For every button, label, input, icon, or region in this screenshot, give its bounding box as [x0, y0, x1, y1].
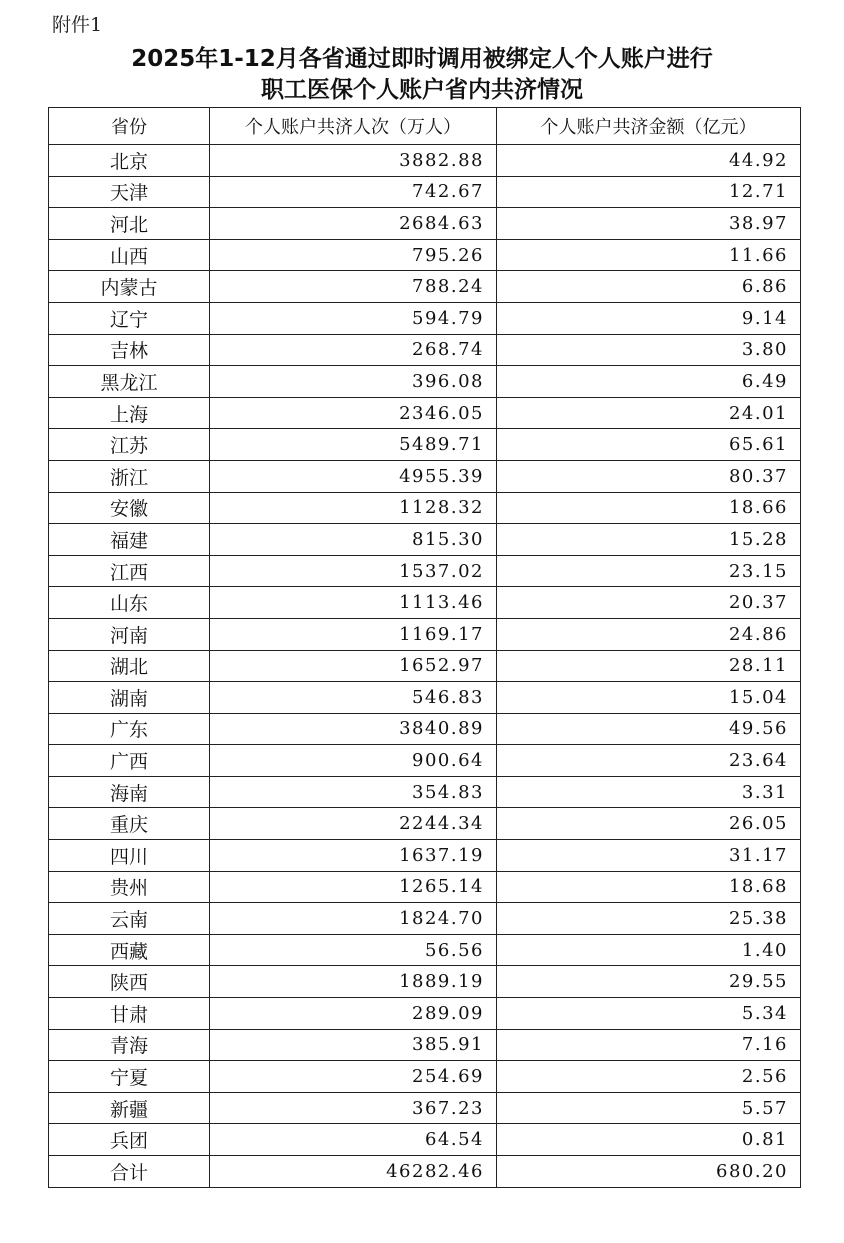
- count-cell: 4955.39: [210, 460, 497, 492]
- province-cell: 辽宁: [49, 302, 210, 334]
- total-row: [49, 1156, 801, 1188]
- table-row: [49, 934, 801, 966]
- count-cell: 268.74: [210, 334, 497, 366]
- province-cell: 内蒙古: [49, 271, 210, 303]
- province-cell: 兵团: [49, 1124, 210, 1156]
- province-cell: 吉林: [49, 334, 210, 366]
- count-cell: 254.69: [210, 1061, 497, 1093]
- table-row: [49, 397, 801, 429]
- table-row: [49, 745, 801, 777]
- amount-cell: 5.34: [497, 998, 801, 1030]
- province-cell: 新疆: [49, 1092, 210, 1124]
- province-cell: 山东: [49, 587, 210, 619]
- amount-cell: 44.92: [497, 145, 801, 177]
- count-cell: 788.24: [210, 271, 497, 303]
- amount-cell: 3.80: [497, 334, 801, 366]
- table-row: [49, 366, 801, 398]
- count-cell: 385.91: [210, 1029, 497, 1061]
- province-data-table: [48, 107, 801, 1188]
- amount-cell: 9.14: [497, 302, 801, 334]
- amount-cell: 6.86: [497, 271, 801, 303]
- amount-cell: 15.04: [497, 682, 801, 714]
- count-cell: 795.26: [210, 239, 497, 271]
- header-province: 省份: [49, 108, 210, 145]
- count-cell: 56.56: [210, 934, 497, 966]
- province-cell: 重庆: [49, 808, 210, 840]
- count-cell: 546.83: [210, 682, 497, 714]
- amount-cell: 29.55: [497, 966, 801, 998]
- count-cell: 1824.70: [210, 903, 497, 935]
- province-cell: 北京: [49, 145, 210, 177]
- amount-cell: 18.68: [497, 871, 801, 903]
- province-cell: 湖北: [49, 650, 210, 682]
- province-cell: 广东: [49, 713, 210, 745]
- count-cell: 900.64: [210, 745, 497, 777]
- province-cell: 广西: [49, 745, 210, 777]
- amount-cell: 65.61: [497, 429, 801, 461]
- amount-cell: 18.66: [497, 492, 801, 524]
- province-cell: 甘肃: [49, 998, 210, 1030]
- province-cell: 宁夏: [49, 1061, 210, 1093]
- amount-cell: 6.49: [497, 366, 801, 398]
- count-cell: 354.83: [210, 776, 497, 808]
- amount-cell: 12.71: [497, 176, 801, 208]
- table-row: [49, 239, 801, 271]
- table-row: [49, 808, 801, 840]
- count-cell: 2346.05: [210, 397, 497, 429]
- province-cell: 西藏: [49, 934, 210, 966]
- count-cell: 396.08: [210, 366, 497, 398]
- province-cell: 安徽: [49, 492, 210, 524]
- amount-cell: 0.81: [497, 1124, 801, 1156]
- province-cell: 青海: [49, 1029, 210, 1061]
- header-count: 个人账户共济人次（万人）: [210, 108, 497, 145]
- amount-cell: 2.56: [497, 1061, 801, 1093]
- amount-cell: 7.16: [497, 1029, 801, 1061]
- amount-cell: 5.57: [497, 1092, 801, 1124]
- table-row: [49, 208, 801, 240]
- table-row: [49, 1092, 801, 1124]
- header-amount: 个人账户共济金额（亿元）: [497, 108, 801, 145]
- table-row: [49, 145, 801, 177]
- count-cell: 1637.19: [210, 840, 497, 872]
- amount-cell: 38.97: [497, 208, 801, 240]
- province-cell: 四川: [49, 840, 210, 872]
- amount-cell: 24.86: [497, 618, 801, 650]
- count-cell: 64.54: [210, 1124, 497, 1156]
- count-cell: 815.30: [210, 524, 497, 556]
- amount-cell: 680.20: [497, 1156, 801, 1188]
- count-cell: 1113.46: [210, 587, 497, 619]
- count-cell: 2684.63: [210, 208, 497, 240]
- province-cell: 湖南: [49, 682, 210, 714]
- table-row: [49, 587, 801, 619]
- count-cell: 1169.17: [210, 618, 497, 650]
- province-cell: 福建: [49, 524, 210, 556]
- count-cell: 3840.89: [210, 713, 497, 745]
- amount-cell: 49.56: [497, 713, 801, 745]
- count-cell: 1128.32: [210, 492, 497, 524]
- table-row: [49, 460, 801, 492]
- count-cell: 5489.71: [210, 429, 497, 461]
- province-cell: 江苏: [49, 429, 210, 461]
- table-row: [49, 998, 801, 1030]
- province-cell: 河北: [49, 208, 210, 240]
- amount-cell: 1.40: [497, 934, 801, 966]
- province-cell: 贵州: [49, 871, 210, 903]
- count-cell: 1537.02: [210, 555, 497, 587]
- table-row: [49, 1124, 801, 1156]
- province-cell: 山西: [49, 239, 210, 271]
- province-cell: 浙江: [49, 460, 210, 492]
- province-cell: 海南: [49, 776, 210, 808]
- table-row: [49, 429, 801, 461]
- count-cell: 742.67: [210, 176, 497, 208]
- count-cell: 46282.46: [210, 1156, 497, 1188]
- count-cell: 289.09: [210, 998, 497, 1030]
- table-row: [49, 524, 801, 556]
- amount-cell: 31.17: [497, 840, 801, 872]
- table-row: [49, 903, 801, 935]
- count-cell: 367.23: [210, 1092, 497, 1124]
- amount-cell: 20.37: [497, 587, 801, 619]
- table-row: [49, 776, 801, 808]
- amount-cell: 23.64: [497, 745, 801, 777]
- table-row: [49, 271, 801, 303]
- table-row: [49, 492, 801, 524]
- amount-cell: 24.01: [497, 397, 801, 429]
- table-header-row: [49, 108, 801, 145]
- province-cell: 江西: [49, 555, 210, 587]
- amount-cell: 3.31: [497, 776, 801, 808]
- amount-cell: 80.37: [497, 460, 801, 492]
- table-row: [49, 713, 801, 745]
- table-row: [49, 871, 801, 903]
- amount-cell: 23.15: [497, 555, 801, 587]
- province-cell: 黑龙江: [49, 366, 210, 398]
- province-cell: 天津: [49, 176, 210, 208]
- count-cell: 3882.88: [210, 145, 497, 177]
- table-row: [49, 650, 801, 682]
- table-row: [49, 618, 801, 650]
- table-row: [49, 840, 801, 872]
- count-cell: 1265.14: [210, 871, 497, 903]
- count-cell: 2244.34: [210, 808, 497, 840]
- province-cell: 合计: [49, 1156, 210, 1188]
- amount-cell: 26.05: [497, 808, 801, 840]
- amount-cell: 25.38: [497, 903, 801, 935]
- page-title-line-2: 职工医保个人账户省内共济情况: [261, 77, 583, 103]
- table-row: [49, 966, 801, 998]
- count-cell: 594.79: [210, 302, 497, 334]
- amount-cell: 15.28: [497, 524, 801, 556]
- table-row: [49, 302, 801, 334]
- province-cell: 陕西: [49, 966, 210, 998]
- table-row: [49, 555, 801, 587]
- province-cell: 河南: [49, 618, 210, 650]
- count-cell: 1889.19: [210, 966, 497, 998]
- table-row: [49, 176, 801, 208]
- table-row: [49, 1061, 801, 1093]
- amount-cell: 11.66: [497, 239, 801, 271]
- amount-cell: 28.11: [497, 650, 801, 682]
- table-row: [49, 682, 801, 714]
- count-cell: 1652.97: [210, 650, 497, 682]
- table-row: [49, 1029, 801, 1061]
- province-cell: 上海: [49, 397, 210, 429]
- province-cell: 云南: [49, 903, 210, 935]
- table-row: [49, 334, 801, 366]
- attachment-label: 附件1: [52, 14, 103, 36]
- page-title-line-1: 2025年1-12月各省通过即时调用被绑定人个人账户进行: [131, 46, 713, 72]
